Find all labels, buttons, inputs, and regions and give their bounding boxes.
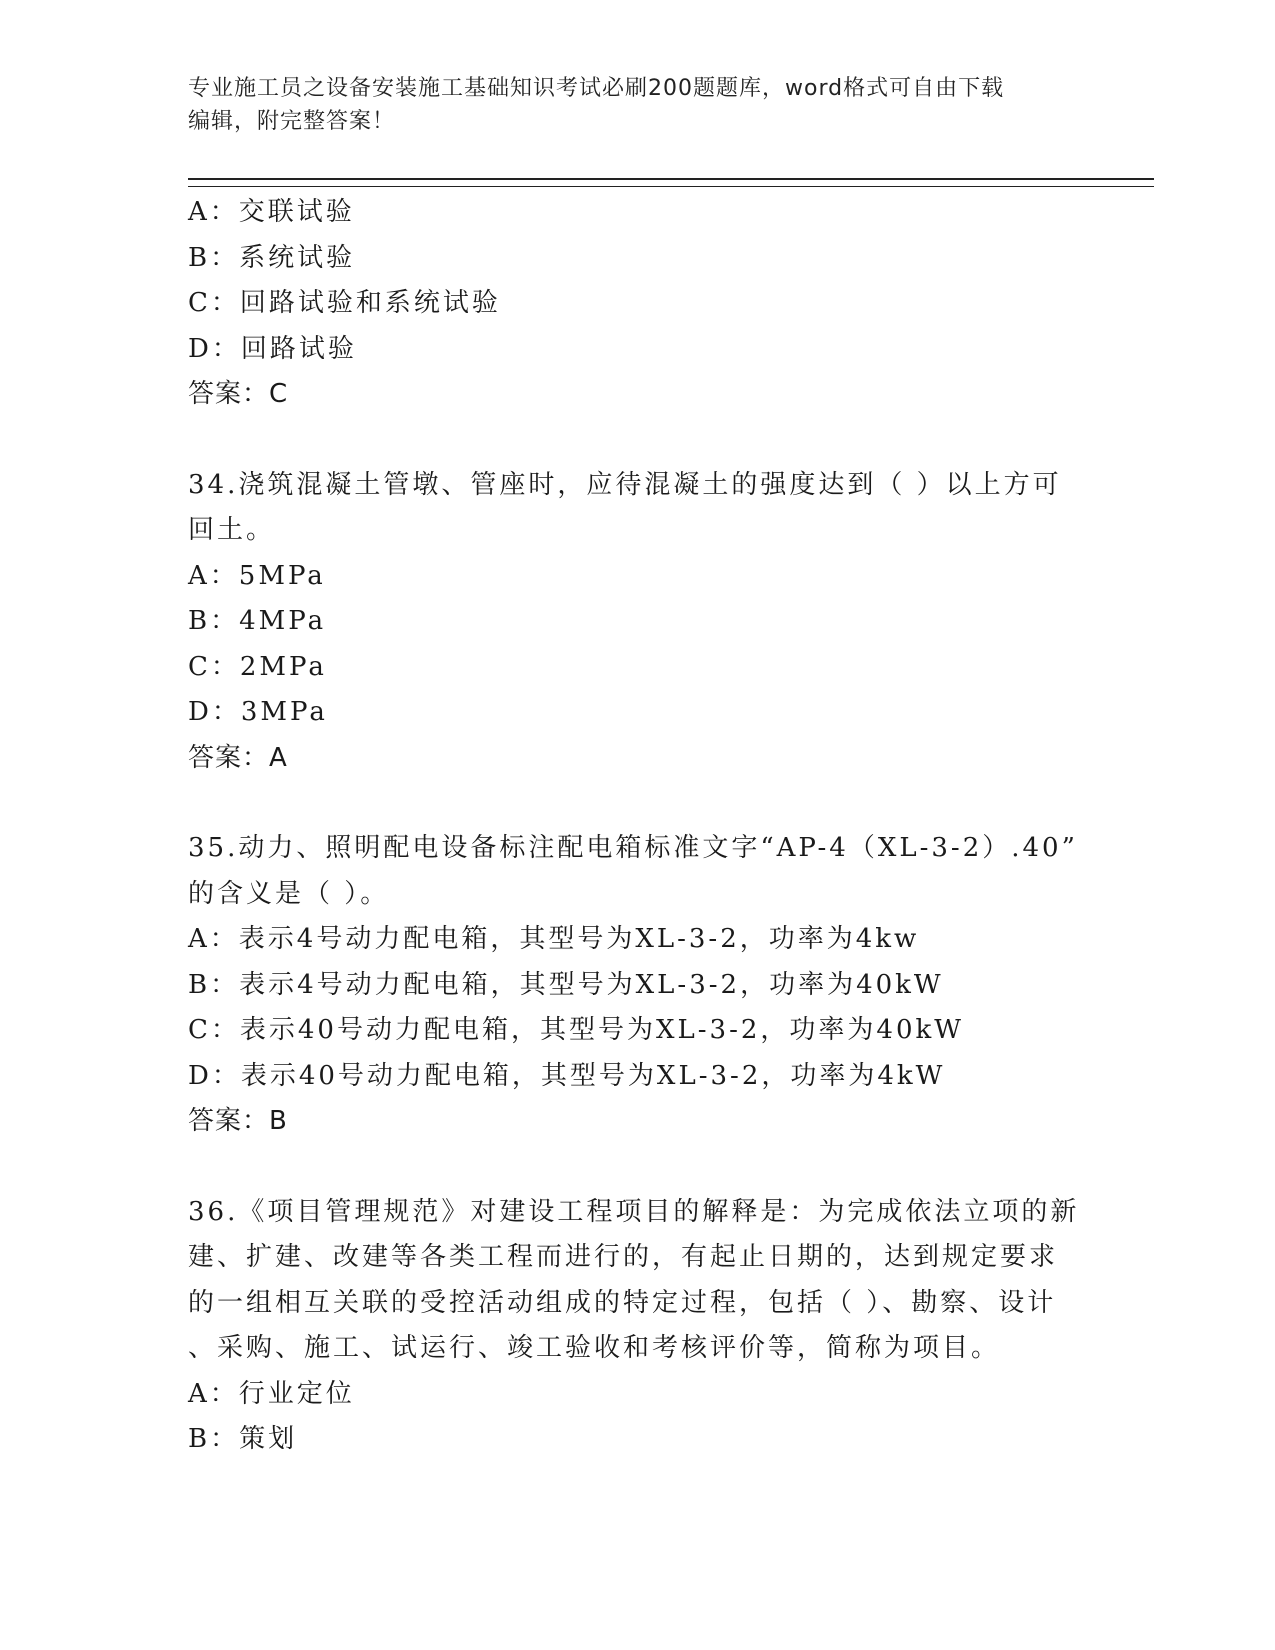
question-spacer bbox=[188, 1145, 1088, 1190]
question-34-block bbox=[188, 463, 1088, 782]
document-header bbox=[188, 72, 1088, 138]
question-36-stem-line-3: 的一组相互关联的受控活动组成的特定过程，包括（ ）、勘察、设计 bbox=[188, 1287, 1057, 1318]
question-34-answer: 答案：A bbox=[188, 742, 288, 773]
question-35-option-c: C：表示40号动力配电箱，其型号为XL-3-2，功率为40kW bbox=[188, 1015, 964, 1045]
question-35-block bbox=[188, 826, 1088, 1145]
question-34-option-a: A：5MPa bbox=[188, 560, 326, 591]
question-33-option-a: A：交联试验 bbox=[188, 197, 355, 227]
question-36-option-b: B：策划 bbox=[188, 1424, 298, 1454]
question-35-stem-line-2: 的含义是（ ）。 bbox=[188, 878, 390, 909]
question-34-stem-line-1: 34.浇筑混凝土管墩、管座时，应待混凝土的强度达到（ ）以上方可 bbox=[188, 469, 1062, 500]
question-33-answer: 答案：C bbox=[188, 379, 289, 409]
question-spacer bbox=[188, 781, 1088, 826]
header-line-1: 专业施工员之设备安装施工基础知识考试必刷200题题库，word格式可自由下载 bbox=[188, 76, 1005, 101]
question-35-option-d: D：表示40号动力配电箱，其型号为XL-3-2，功率为4kW bbox=[188, 1060, 946, 1091]
question-35-option-b: B：表示4号动力配电箱，其型号为XL-3-2，功率为40kW bbox=[188, 969, 944, 1000]
header-divider bbox=[188, 178, 1154, 187]
question-33-block bbox=[188, 190, 1088, 418]
question-35-option-a: A：表示4号动力配电箱，其型号为XL-3-2，功率为4kw bbox=[188, 924, 920, 954]
question-35-stem-line-1: 35.动力、照明配电设备标注配电箱标准文字“AP-4（XL-3-2）.40” bbox=[188, 833, 1078, 863]
question-34-option-d: D：3MPa bbox=[188, 697, 328, 727]
question-list bbox=[188, 190, 1088, 1463]
question-spacer bbox=[188, 418, 1088, 463]
question-35-answer: 答案：B bbox=[188, 1106, 288, 1136]
question-34-option-b: B：4MPa bbox=[188, 606, 327, 636]
question-33-option-b: B：系统试验 bbox=[188, 242, 356, 273]
question-34-option-c: C：2MPa bbox=[188, 651, 327, 682]
question-36-block bbox=[188, 1190, 1088, 1463]
question-33-option-c: C：回路试验和系统试验 bbox=[188, 288, 501, 318]
question-33-option-d: D：回路试验 bbox=[188, 333, 357, 364]
question-36-stem-line-2: 建、扩建、改建等各类工程而进行的，有起止日期的，达到规定要求 bbox=[188, 1242, 1059, 1272]
question-36-stem-line-4: 、采购、施工、试运行、竣工验收和考核评价等，简称为项目。 bbox=[188, 1333, 1001, 1363]
header-line-2: 编辑，附完整答案！ bbox=[188, 109, 396, 134]
question-36-stem-line-1: 36.《项目管理规范》对建设工程项目的解释是：为完成依法立项的新 bbox=[188, 1196, 1080, 1227]
question-34-stem-line-2: 回土。 bbox=[188, 515, 276, 545]
question-36-option-a: A：行业定位 bbox=[188, 1378, 355, 1409]
